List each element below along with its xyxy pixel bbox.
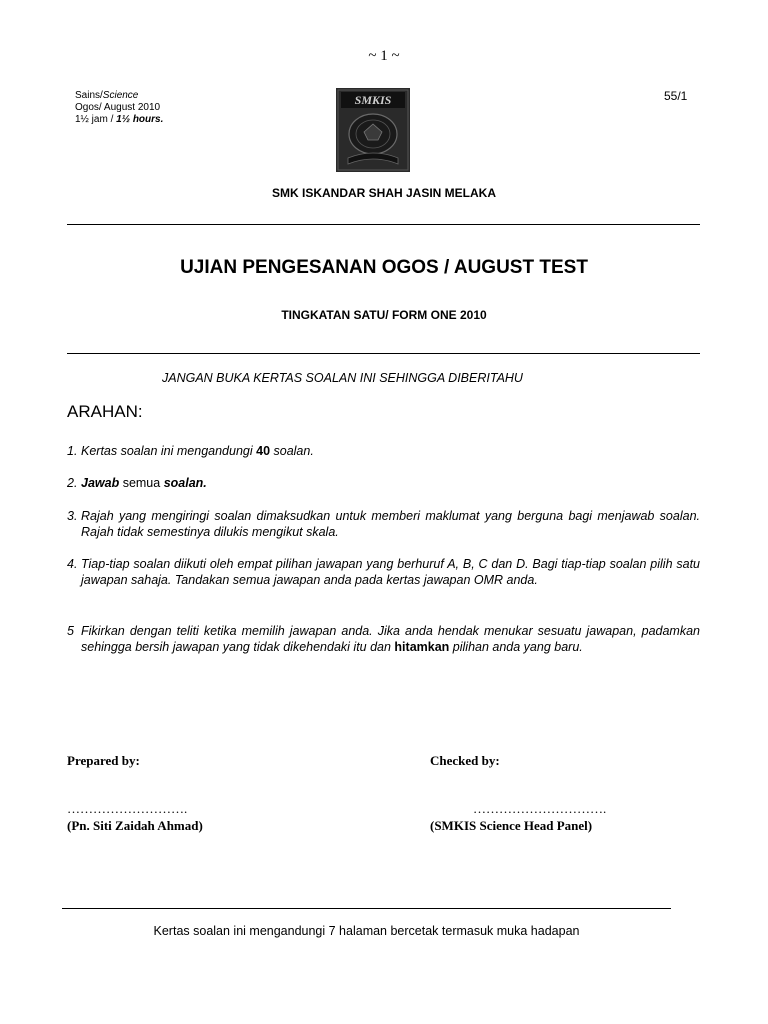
prepared-by-name: (Pn. Siti Zaidah Ahmad) bbox=[67, 818, 203, 833]
footer-divider bbox=[62, 908, 671, 909]
subject-english: Science bbox=[102, 90, 139, 101]
divider bbox=[67, 353, 700, 354]
instruction-item bbox=[67, 623, 700, 655]
duration-malay: 1½ jam / bbox=[75, 114, 117, 125]
instruction-text-part: Fikirkan dengan teliti ketika memilih jawapan anda. Jika anda hendak menukar sesuatu jawapan, padamkan sehingga bersih jawapan yang tidak dikehendaki itu dan bbox=[81, 624, 700, 654]
month-line: Ogos/ August 2010 bbox=[75, 102, 161, 113]
checked-by-label: Checked by: bbox=[430, 753, 500, 768]
instruction-text bbox=[81, 443, 700, 459]
footer-note: Kertas soalan ini mengandungi 7 halaman bercetak termasuk muka hadapan bbox=[153, 924, 580, 938]
instruction-item bbox=[67, 508, 700, 540]
question-count: 40 bbox=[256, 444, 271, 458]
instruction-emphasis: hitamkan bbox=[394, 640, 450, 654]
instruction-number: 1. bbox=[67, 444, 78, 458]
instruction-number: 3. bbox=[67, 509, 78, 523]
checked-by-name: (SMKIS Science Head Panel) bbox=[430, 818, 593, 833]
subject-line bbox=[75, 90, 163, 102]
instruction-text: Rajah yang mengiringi soalan dimaksudkan untuk memberi maklumat yang berguna bagi menjawab soalan. Rajah tidak semestinya dilukis mengikut skala. bbox=[81, 509, 700, 539]
instruction-text-part: soalan. bbox=[270, 444, 314, 458]
instruction-item bbox=[67, 475, 700, 491]
checked-signature-line: …………………………. bbox=[473, 801, 607, 816]
school-logo bbox=[336, 88, 410, 172]
svg-text:SMKIS: SMKIS bbox=[354, 93, 392, 107]
instruction-number: 4. bbox=[67, 557, 78, 571]
instruction-item bbox=[67, 556, 700, 588]
duration-line bbox=[75, 114, 163, 126]
prepared-by-label: Prepared by: bbox=[67, 753, 140, 768]
duration-english: 1½ hours. bbox=[116, 114, 164, 125]
school-name: SMK ISKANDAR SHAH JASIN MELAKA bbox=[271, 186, 496, 200]
instruction-text-part: Kertas soalan ini mengandungi bbox=[81, 444, 257, 458]
instructions-heading: ARAHAN: bbox=[67, 402, 143, 421]
instruction-emphasis: Jawab bbox=[81, 476, 120, 490]
paper-code: 55/1 bbox=[664, 89, 688, 103]
warning-text: JANGAN BUKA KERTAS SOALAN INI SEHINGGA DIBERITAHU bbox=[162, 371, 523, 385]
instruction-number: 5 bbox=[67, 624, 74, 638]
form-title: TINGKATAN SATU/ FORM ONE 2010 bbox=[281, 308, 487, 322]
instruction-text bbox=[81, 623, 700, 655]
instruction-number: 2. bbox=[67, 476, 78, 490]
subject-malay: Sains/ bbox=[75, 90, 103, 101]
instruction-item bbox=[67, 443, 700, 459]
prepared-signature-line: ………………………. bbox=[67, 801, 188, 816]
instruction-emphasis: soalan. bbox=[163, 476, 207, 490]
instruction-text: Tiap-tiap soalan diikuti oleh empat pilihan jawapan yang berhuruf A, B, C dan D. Bagi tiap-tiap soalan pilih satu jawapan sahaja. Tandakan semua jawapan anda pada kertas jawapan OMR anda. bbox=[81, 557, 700, 587]
header-info bbox=[75, 90, 163, 126]
test-title: UJIAN PENGESANAN OGOS / AUGUST TEST bbox=[180, 257, 588, 278]
instruction-text-part: semua bbox=[119, 476, 164, 490]
divider bbox=[67, 224, 700, 225]
instruction-text-part: pilihan anda yang baru. bbox=[449, 640, 583, 654]
page-number: ~ 1 ~ bbox=[368, 48, 400, 64]
instruction-text bbox=[81, 475, 700, 491]
